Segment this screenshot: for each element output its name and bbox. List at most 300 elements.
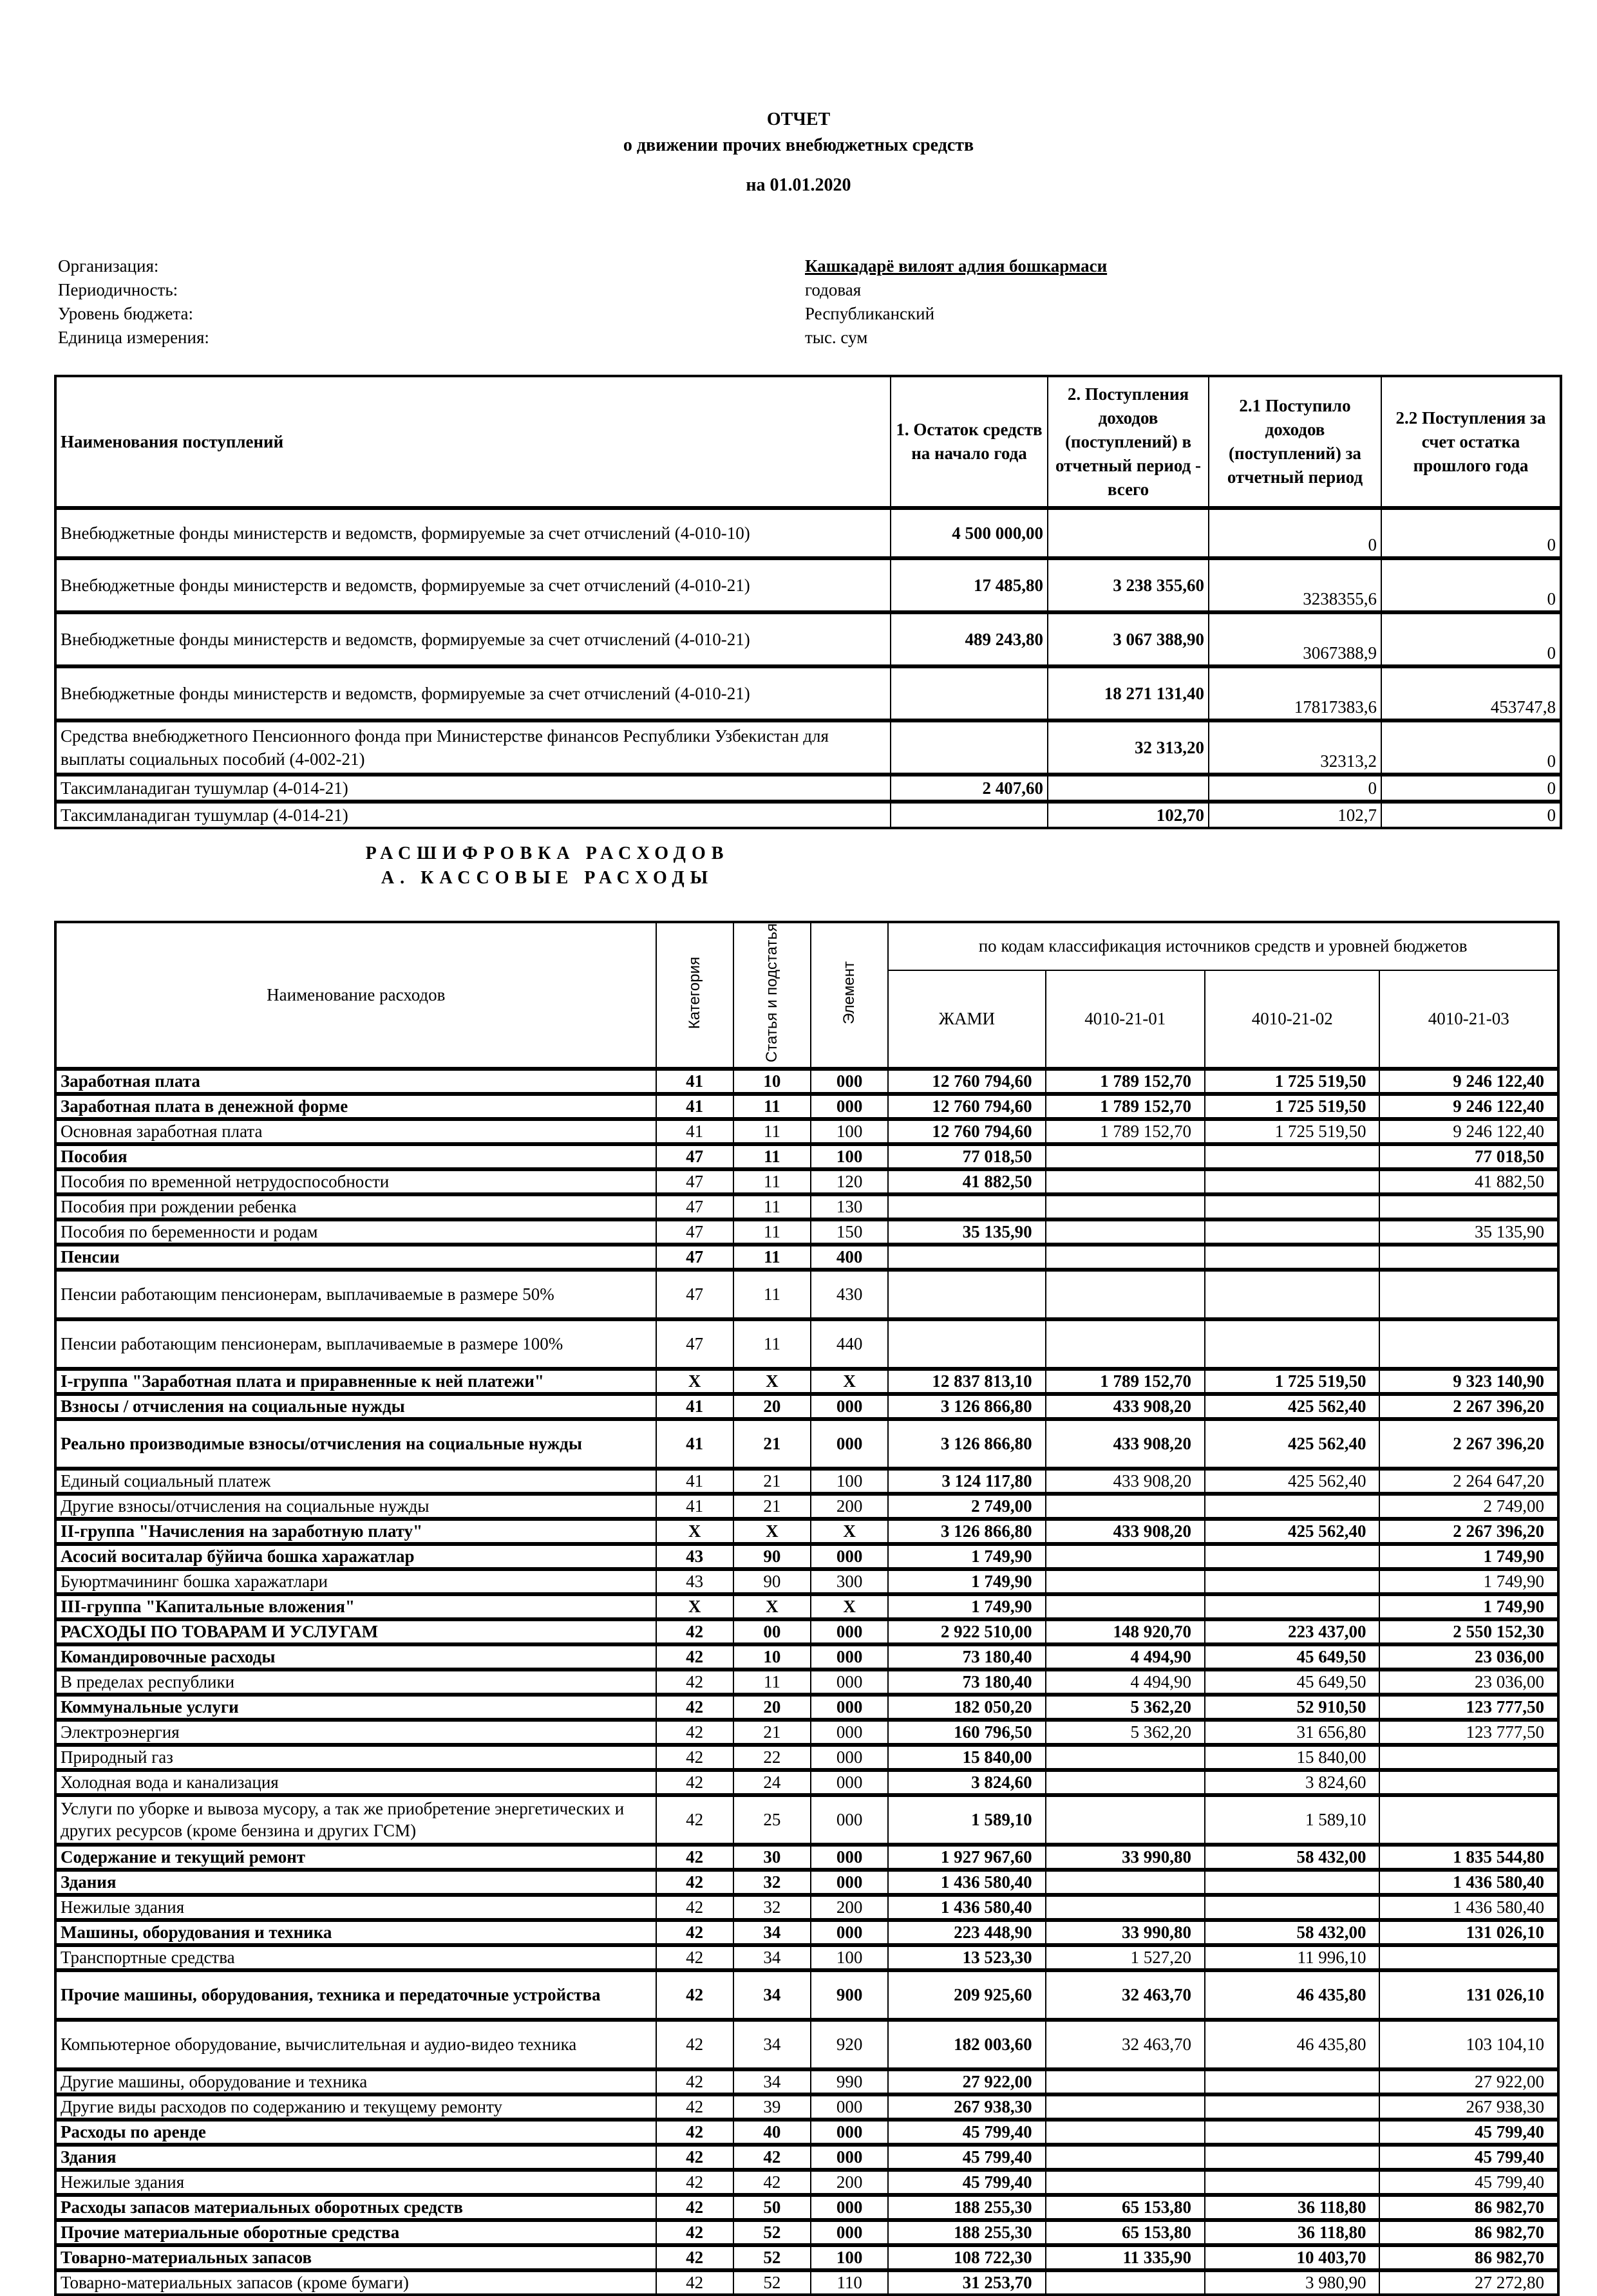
expense-row: [55, 1219, 1558, 1245]
current-income-cell: 102,7: [1209, 802, 1381, 828]
code-01-amount-cell: [1046, 2069, 1205, 2094]
code-02-amount-cell: [1205, 2094, 1379, 2120]
code-03-amount-cell: [1379, 1770, 1558, 1795]
expense-name-cell: Природный газ: [55, 1745, 656, 1770]
code-03-amount-cell: [1379, 1245, 1558, 1270]
expense-row: [55, 2170, 1558, 2195]
code-03-amount-cell: [1379, 1945, 1558, 1970]
balance-cell: 489 243,80: [891, 612, 1048, 666]
col-header-prior-income: 2.2 Поступления за счет остатка прошлого года: [1381, 376, 1561, 508]
meta-label: Уровень бюджета:: [58, 304, 194, 323]
income-table: [54, 375, 1562, 829]
code-01-amount-cell: [1046, 1219, 1205, 1245]
code-02-amount-cell: 45 649,50: [1205, 1644, 1379, 1670]
expense-row: [55, 1069, 1558, 1094]
article-cell: 11: [733, 1219, 811, 1245]
code-01-amount-cell: [1046, 1895, 1205, 1920]
code-03-amount-cell: 1 436 580,40: [1379, 1895, 1558, 1920]
total-amount-cell: 160 796,50: [888, 1720, 1045, 1745]
expense-name-cell: Расходы запасов материальных оборотных средств: [55, 2195, 656, 2220]
code-03-amount-cell: 86 982,70: [1379, 2245, 1558, 2270]
code-03-amount-cell: 1 436 580,40: [1379, 1870, 1558, 1895]
expense-name-cell: Товарно-материальных запасов (кроме бумаги): [55, 2270, 656, 2295]
income-name-cell: Внебюджетные фонды министерств и ведомств, формируемые за счет отчислений (4-010-21): [55, 666, 891, 720]
code-02-amount-cell: 1 725 519,50: [1205, 1094, 1379, 1119]
code-01-amount-cell: [1046, 1319, 1205, 1369]
expense-name-cell: Буюртмачининг бошка харажатлари: [55, 1569, 656, 1594]
current-income-cell: 3238355,6: [1209, 558, 1381, 612]
code-01-amount-cell: [1046, 2094, 1205, 2120]
element-cell: 400: [811, 1245, 888, 1270]
code-02-amount-cell: 58 432,00: [1205, 1845, 1379, 1870]
code-01-amount-cell: 1 789 152,70: [1046, 1119, 1205, 1144]
expense-name-cell: Пенсии: [55, 1245, 656, 1270]
total-amount-cell: 45 799,40: [888, 2120, 1045, 2145]
expense-name-cell: Пособия по беременности и родам: [55, 1219, 656, 1245]
article-label: Статья и подстатья: [762, 923, 780, 1062]
report-date: на 01.01.2020: [746, 175, 851, 195]
total-income-cell: 3 238 355,60: [1048, 558, 1209, 612]
code-03-amount-cell: 45 799,40: [1379, 2170, 1558, 2195]
expense-row: [55, 1720, 1558, 1745]
total-amount-cell: 31 253,70: [888, 2270, 1045, 2295]
prior-income-cell: 0: [1381, 558, 1561, 612]
code-01-amount-cell: 1 789 152,70: [1046, 1094, 1205, 1119]
income-name-cell: Средства внебюджетного Пенсионного фонда при Министерстве финансов Республики Узбекистан для выплаты социальных пособий (4-002-21): [55, 720, 891, 775]
code-02-amount-cell: [1205, 1319, 1379, 1369]
expense-row: [55, 1544, 1558, 1569]
expense-name-cell: Взносы / отчисления на социальные нужды: [55, 1394, 656, 1419]
code-01-amount-cell: 4 494,90: [1046, 1644, 1205, 1670]
prior-income-cell: 0: [1381, 720, 1561, 775]
element-cell: 000: [811, 1720, 888, 1745]
expense-row: [55, 1519, 1558, 1544]
article-cell: 21: [733, 1469, 811, 1494]
total-amount-cell: 13 523,30: [888, 1945, 1045, 1970]
element-cell: 100: [811, 1945, 888, 1970]
expense-row: [55, 1670, 1558, 1695]
element-cell: X: [811, 1594, 888, 1619]
code-03-amount-cell: 35 135,90: [1379, 1219, 1558, 1245]
article-cell: 34: [733, 1945, 811, 1970]
code-01-amount-cell: 65 153,80: [1046, 2220, 1205, 2245]
code-01-amount-cell: [1046, 1870, 1205, 1895]
total-amount-cell: 1 589,10: [888, 1795, 1045, 1845]
category-cell: 47: [656, 1245, 733, 1270]
category-cell: 42: [656, 1745, 733, 1770]
code-01-amount-cell: [1046, 1245, 1205, 1270]
expense-row: [55, 2270, 1558, 2295]
element-cell: 000: [811, 1644, 888, 1670]
total-amount-cell: 182 003,60: [888, 2020, 1045, 2069]
periodicity-value: годовая: [805, 280, 862, 299]
expense-row: [55, 1770, 1558, 1795]
code-01-amount-cell: 65 153,80: [1046, 2195, 1205, 2220]
element-cell: 200: [811, 1494, 888, 1519]
category-cell: 41: [656, 1419, 733, 1469]
article-cell: 11: [733, 1194, 811, 1219]
prior-income-cell: 0: [1381, 775, 1561, 802]
article-cell: 11: [733, 1119, 811, 1144]
code-02-amount-cell: 1 589,10: [1205, 1795, 1379, 1845]
code-03-amount-cell: 86 982,70: [1379, 2195, 1558, 2220]
total-amount-cell: 1 436 580,40: [888, 1895, 1045, 1920]
category-cell: 43: [656, 1544, 733, 1569]
article-cell: X: [733, 1519, 811, 1544]
element-cell: 000: [811, 1419, 888, 1469]
meta-unit: [58, 326, 1539, 350]
element-cell: 100: [811, 1144, 888, 1169]
element-cell: 000: [811, 1619, 888, 1644]
code-01-amount-cell: 32 463,70: [1046, 2020, 1205, 2069]
element-cell: 100: [811, 1469, 888, 1494]
code-03-amount-cell: 2 267 396,20: [1379, 1394, 1558, 1419]
prior-income-cell: 0: [1381, 612, 1561, 666]
article-cell: X: [733, 1369, 811, 1394]
total-amount-cell: 267 938,30: [888, 2094, 1045, 2120]
total-amount-cell: 12 760 794,60: [888, 1069, 1045, 1094]
category-cell: 43: [656, 1569, 733, 1594]
col-header-code-01: 4010-21-01: [1046, 970, 1205, 1069]
income-name-cell: Таксимланадиган тушумлар (4-014-21): [55, 802, 891, 828]
expense-name-cell: Заработная плата в денежной форме: [55, 1094, 656, 1119]
expense-row: [55, 1319, 1558, 1369]
category-cell: 42: [656, 2195, 733, 2220]
code-01-amount-cell: [1046, 1270, 1205, 1319]
code-03-amount-cell: 27 922,00: [1379, 2069, 1558, 2094]
expense-name-cell: Расходы по аренде: [55, 2120, 656, 2145]
col-header-balance: 1. Остаток средств на начало года: [891, 376, 1048, 508]
expense-name-cell: Транспортные средства: [55, 1945, 656, 1970]
code-01-amount-cell: [1046, 2170, 1205, 2195]
expense-name-cell: Холодная вода и канализация: [55, 1770, 656, 1795]
total-amount-cell: 3 126 866,80: [888, 1519, 1045, 1544]
code-01-amount-cell: 1 527,20: [1046, 1945, 1205, 1970]
article-cell: 39: [733, 2094, 811, 2120]
code-01-amount-cell: [1046, 1494, 1205, 1519]
expense-name-cell: Заработная плата: [55, 1069, 656, 1094]
code-02-amount-cell: 1 725 519,50: [1205, 1119, 1379, 1144]
code-02-amount-cell: 3 980,90: [1205, 2270, 1379, 2295]
total-amount-cell: 73 180,40: [888, 1670, 1045, 1695]
expense-name-cell: Единый социальный платеж: [55, 1469, 656, 1494]
expenses-table: [54, 921, 1560, 2296]
code-01-amount-cell: 32 463,70: [1046, 1970, 1205, 2020]
col-header-category: [656, 922, 733, 1069]
category-cell: 42: [656, 2020, 733, 2069]
total-income-cell: 3 067 388,90: [1048, 612, 1209, 666]
code-02-amount-cell: 1 725 519,50: [1205, 1069, 1379, 1094]
expense-row: [55, 1119, 1558, 1144]
element-cell: 150: [811, 1219, 888, 1245]
expense-name-cell: Услуги по уборке и вывоза мусору, а так же приобретение энергетических и других ресурсов (кроме бензина и других ГСМ): [55, 1795, 656, 1845]
code-03-amount-cell: 23 036,00: [1379, 1644, 1558, 1670]
income-row: [55, 612, 1561, 666]
total-amount-cell: 27 922,00: [888, 2069, 1045, 2094]
total-amount-cell: [888, 1270, 1045, 1319]
code-03-amount-cell: 2 550 152,30: [1379, 1619, 1558, 1644]
total-amount-cell: 35 135,90: [888, 1219, 1045, 1245]
balance-cell: [891, 802, 1048, 828]
code-02-amount-cell: 36 118,80: [1205, 2220, 1379, 2245]
total-amount-cell: 2 749,00: [888, 1494, 1045, 1519]
expense-row: [55, 1695, 1558, 1720]
element-cell: 000: [811, 1870, 888, 1895]
expense-row: [55, 2094, 1558, 2120]
code-02-amount-cell: [1205, 1895, 1379, 1920]
expense-row: [55, 1245, 1558, 1270]
code-02-amount-cell: 45 649,50: [1205, 1670, 1379, 1695]
current-income-cell: 32313,2: [1209, 720, 1381, 775]
code-02-amount-cell: [1205, 1569, 1379, 1594]
income-row: [55, 802, 1561, 828]
code-03-amount-cell: [1379, 1795, 1558, 1845]
code-01-amount-cell: 148 920,70: [1046, 1619, 1205, 1644]
code-03-amount-cell: 2 749,00: [1379, 1494, 1558, 1519]
category-cell: 42: [656, 2270, 733, 2295]
total-amount-cell: 15 840,00: [888, 1745, 1045, 1770]
expense-row: [55, 1569, 1558, 1594]
code-02-amount-cell: 1 725 519,50: [1205, 1369, 1379, 1394]
code-02-amount-cell: 36 118,80: [1205, 2195, 1379, 2220]
article-cell: 20: [733, 1695, 811, 1720]
col-header-name: Наименования поступлений: [55, 376, 891, 508]
element-cell: 000: [811, 1670, 888, 1695]
meta-periodicity: [58, 278, 1539, 302]
code-01-amount-cell: 33 990,80: [1046, 1920, 1205, 1945]
expense-name-cell: I-группа "Заработная плата и приравненные к ней платежи": [55, 1369, 656, 1394]
expense-name-cell: Нежилые здания: [55, 2170, 656, 2195]
code-02-amount-cell: [1205, 2120, 1379, 2145]
element-cell: 000: [811, 2120, 888, 2145]
article-cell: 52: [733, 2270, 811, 2295]
expense-row: [55, 1194, 1558, 1219]
code-03-amount-cell: 45 799,40: [1379, 2145, 1558, 2170]
category-cell: 42: [656, 1720, 733, 1745]
code-02-amount-cell: [1205, 1245, 1379, 1270]
total-amount-cell: [888, 1319, 1045, 1369]
category-cell: 42: [656, 2120, 733, 2145]
code-02-amount-cell: [1205, 2145, 1379, 2170]
code-03-amount-cell: 123 777,50: [1379, 1720, 1558, 1745]
current-income-cell: 0: [1209, 775, 1381, 802]
category-cell: 41: [656, 1494, 733, 1519]
code-02-amount-cell: 425 562,40: [1205, 1469, 1379, 1494]
code-02-amount-cell: 3 824,60: [1205, 1770, 1379, 1795]
article-cell: 50: [733, 2195, 811, 2220]
total-amount-cell: 73 180,40: [888, 1644, 1045, 1670]
element-cell: 300: [811, 1569, 888, 1594]
element-cell: 430: [811, 1270, 888, 1319]
code-02-amount-cell: 58 432,00: [1205, 1920, 1379, 1945]
expense-row: [55, 2120, 1558, 2145]
article-cell: 21: [733, 1720, 811, 1745]
prior-income-cell: 453747,8: [1381, 666, 1561, 720]
article-cell: 11: [733, 1270, 811, 1319]
code-01-amount-cell: 433 908,20: [1046, 1419, 1205, 1469]
total-amount-cell: 188 255,30: [888, 2220, 1045, 2245]
income-name-cell: Внебюджетные фонды министерств и ведомств, формируемые за счет отчислений (4-010-10): [55, 508, 891, 558]
article-cell: 34: [733, 2020, 811, 2069]
article-cell: 20: [733, 1394, 811, 1419]
article-cell: 90: [733, 1569, 811, 1594]
code-01-amount-cell: 5 362,20: [1046, 1695, 1205, 1720]
meta-label: Единица измерения:: [58, 328, 209, 347]
code-01-amount-cell: 5 362,20: [1046, 1720, 1205, 1745]
category-cell: 42: [656, 2069, 733, 2094]
total-amount-cell: 1 749,90: [888, 1569, 1045, 1594]
article-cell: 24: [733, 1770, 811, 1795]
code-01-amount-cell: [1046, 1594, 1205, 1619]
expense-row: [55, 2145, 1558, 2170]
category-cell: 42: [656, 1845, 733, 1870]
prior-income-cell: 0: [1381, 508, 1561, 558]
code-03-amount-cell: 103 104,10: [1379, 2020, 1558, 2069]
article-cell: 34: [733, 2069, 811, 2094]
article-cell: 00: [733, 1619, 811, 1644]
code-02-amount-cell: 425 562,40: [1205, 1394, 1379, 1419]
expense-name-cell: Пенсии работающим пенсионерам, выплачиваемые в размере 50%: [55, 1270, 656, 1319]
total-amount-cell: 188 255,30: [888, 2195, 1045, 2220]
category-cell: 47: [656, 1319, 733, 1369]
col-header-current-income: 2.1 Поступило доходов (поступлений) за отчетный период: [1209, 376, 1381, 508]
category-cell: 41: [656, 1094, 733, 1119]
code-01-amount-cell: [1046, 1169, 1205, 1194]
element-cell: 920: [811, 2020, 888, 2069]
article-cell: 25: [733, 1795, 811, 1845]
code-01-amount-cell: [1046, 1795, 1205, 1845]
code-03-amount-cell: 1 749,90: [1379, 1544, 1558, 1569]
element-cell: 000: [811, 1094, 888, 1119]
expense-row: [55, 1970, 1558, 2020]
code-01-amount-cell: 433 908,20: [1046, 1469, 1205, 1494]
expense-row: [55, 1870, 1558, 1895]
meta-budget-level: [58, 302, 1539, 326]
category-cell: 42: [656, 1770, 733, 1795]
code-02-amount-cell: 10 403,70: [1205, 2245, 1379, 2270]
total-income-cell: [1048, 508, 1209, 558]
category-cell: 42: [656, 2145, 733, 2170]
report-metadata: [58, 254, 1539, 350]
code-03-amount-cell: 2 267 396,20: [1379, 1419, 1558, 1469]
income-row: [55, 775, 1561, 802]
element-cell: 000: [811, 2195, 888, 2220]
article-cell: 22: [733, 1745, 811, 1770]
element-cell: 000: [811, 1795, 888, 1845]
col-header-total: ЖАМИ: [888, 970, 1045, 1069]
total-amount-cell: 12 760 794,60: [888, 1119, 1045, 1144]
code-01-amount-cell: 1 789 152,70: [1046, 1369, 1205, 1394]
element-cell: 990: [811, 2069, 888, 2094]
meta-label: Организация:: [58, 256, 159, 276]
expense-row: [55, 1419, 1558, 1469]
element-cell: 200: [811, 2170, 888, 2195]
code-02-amount-cell: 46 435,80: [1205, 1970, 1379, 2020]
code-01-amount-cell: 433 908,20: [1046, 1519, 1205, 1544]
category-cell: 42: [656, 2220, 733, 2245]
code-03-amount-cell: 9 323 140,90: [1379, 1369, 1558, 1394]
code-02-amount-cell: [1205, 2069, 1379, 2094]
col-header-classification-group: по кодам классификация источников средств и уровней бюджетов: [888, 922, 1558, 970]
code-02-amount-cell: [1205, 1219, 1379, 1245]
category-cell: 42: [656, 1945, 733, 1970]
expense-row: [55, 1619, 1558, 1644]
expense-name-cell: Нежилые здания: [55, 1895, 656, 1920]
category-cell: 42: [656, 1619, 733, 1644]
code-02-amount-cell: [1205, 1870, 1379, 1895]
income-name-cell: Внебюджетные фонды министерств и ведомств, формируемые за счет отчислений (4-010-21): [55, 558, 891, 612]
code-03-amount-cell: 45 799,40: [1379, 2120, 1558, 2145]
code-03-amount-cell: [1379, 1194, 1558, 1219]
code-02-amount-cell: [1205, 1494, 1379, 1519]
category-cell: 47: [656, 1270, 733, 1319]
expense-row: [55, 2195, 1558, 2220]
code-03-amount-cell: 77 018,50: [1379, 1144, 1558, 1169]
code-03-amount-cell: 9 246 122,40: [1379, 1094, 1558, 1119]
element-cell: 000: [811, 1544, 888, 1569]
element-cell: 000: [811, 1920, 888, 1945]
article-cell: 11: [733, 1319, 811, 1369]
element-cell: 120: [811, 1169, 888, 1194]
balance-cell: [891, 666, 1048, 720]
expense-row: [55, 1895, 1558, 1920]
code-02-amount-cell: [1205, 1144, 1379, 1169]
expense-row: [55, 1094, 1558, 1119]
article-cell: 11: [733, 1169, 811, 1194]
article-cell: X: [733, 1594, 811, 1619]
code-03-amount-cell: 9 246 122,40: [1379, 1119, 1558, 1144]
element-cell: 000: [811, 2094, 888, 2120]
total-amount-cell: 1 927 967,60: [888, 1845, 1045, 1870]
code-02-amount-cell: 223 437,00: [1205, 1619, 1379, 1644]
element-cell: 200: [811, 1895, 888, 1920]
element-cell: 110: [811, 2270, 888, 2295]
total-amount-cell: 3 824,60: [888, 1770, 1045, 1795]
expense-row: [55, 1169, 1558, 1194]
element-cell: 000: [811, 1845, 888, 1870]
category-cell: X: [656, 1594, 733, 1619]
code-03-amount-cell: 1 835 544,80: [1379, 1845, 1558, 1870]
balance-cell: 4 500 000,00: [891, 508, 1048, 558]
category-label: Категория: [685, 956, 703, 1030]
total-amount-cell: 108 722,30: [888, 2245, 1045, 2270]
element-cell: 000: [811, 1770, 888, 1795]
element-cell: 130: [811, 1194, 888, 1219]
code-03-amount-cell: 2 267 396,20: [1379, 1519, 1558, 1544]
total-income-cell: [1048, 775, 1209, 802]
code-02-amount-cell: 31 656,80: [1205, 1720, 1379, 1745]
total-amount-cell: 3 126 866,80: [888, 1419, 1045, 1469]
expense-name-cell: Реально производимые взносы/отчисления на социальные нужды: [55, 1419, 656, 1469]
total-amount-cell: 182 050,20: [888, 1695, 1045, 1720]
code-02-amount-cell: 425 562,40: [1205, 1419, 1379, 1469]
expense-name-cell: Пособия по временной нетрудоспособности: [55, 1169, 656, 1194]
expense-name-cell: РАСХОДЫ ПО ТОВАРАМ И УСЛУГАМ: [55, 1619, 656, 1644]
expense-row: [55, 2020, 1558, 2069]
code-03-amount-cell: 1 749,90: [1379, 1594, 1558, 1619]
income-row: [55, 666, 1561, 720]
code-03-amount-cell: [1379, 1745, 1558, 1770]
article-cell: 11: [733, 1144, 811, 1169]
total-amount-cell: 223 448,90: [888, 1920, 1045, 1945]
expense-row: [55, 1270, 1558, 1319]
category-cell: 42: [656, 2245, 733, 2270]
expense-row: [55, 1945, 1558, 1970]
total-amount-cell: 1 749,90: [888, 1594, 1045, 1619]
element-cell: 000: [811, 1069, 888, 1094]
element-cell: 000: [811, 1394, 888, 1419]
total-amount-cell: 1 749,90: [888, 1544, 1045, 1569]
